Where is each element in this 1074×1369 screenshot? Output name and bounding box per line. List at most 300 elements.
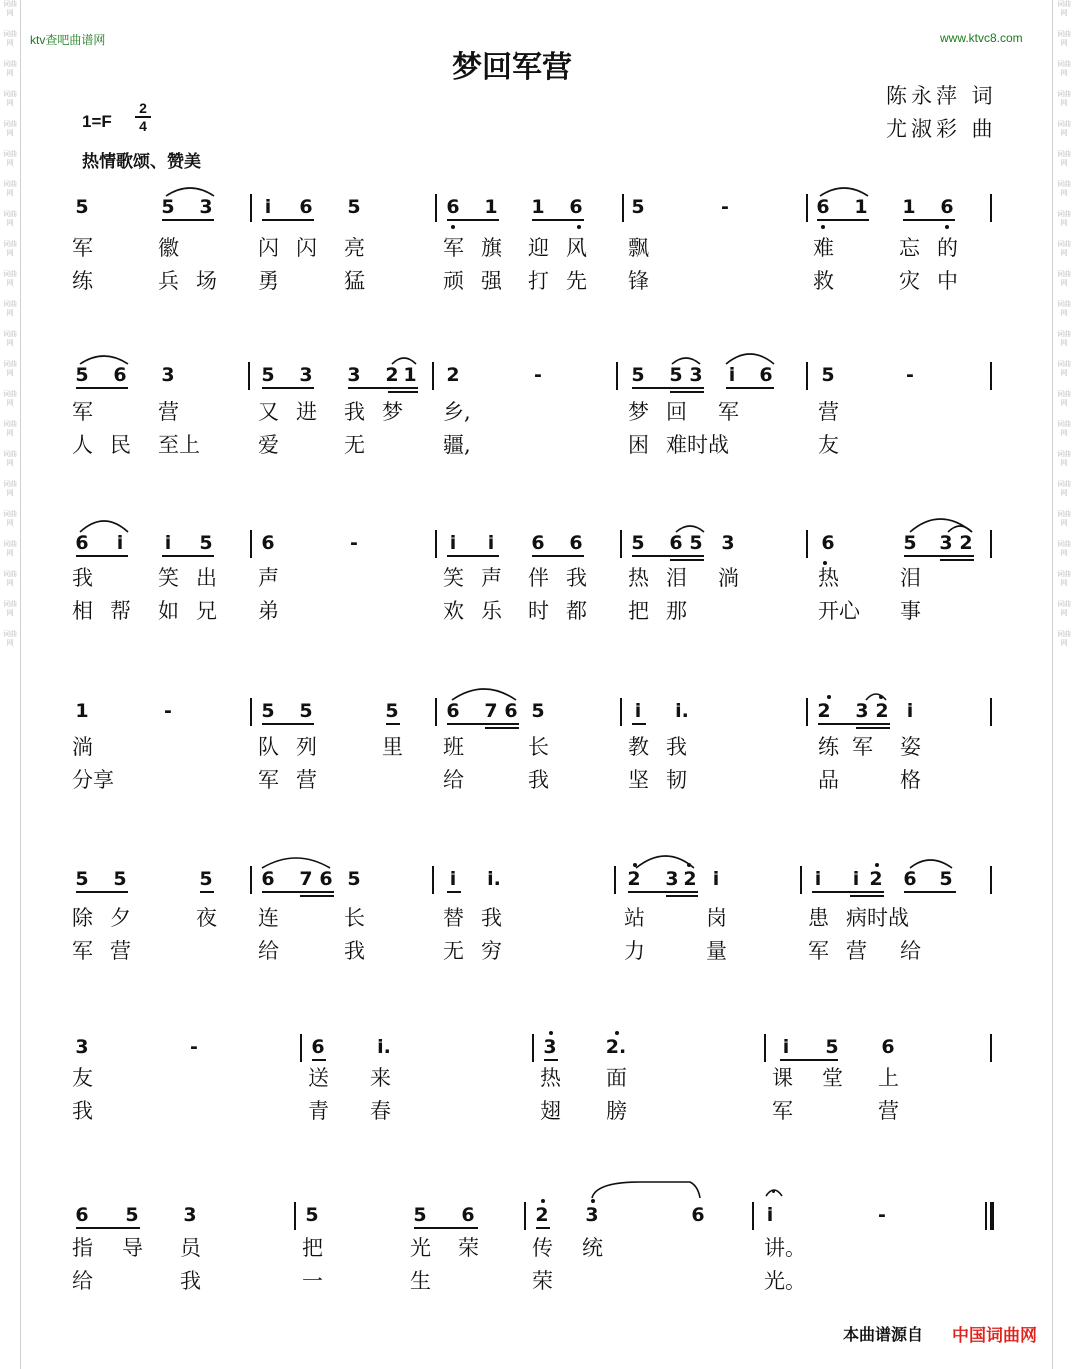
note-digit: 5 [631, 532, 645, 554]
lyric-verse-1: 营 [818, 400, 839, 424]
note-digit: - [534, 364, 542, 386]
lyric-verse-1: 泪 [666, 566, 687, 590]
footer-brand: 中国词曲网 [952, 1326, 1037, 1346]
watermark-text: 词曲网 [3, 540, 17, 557]
note-digit: 5 [347, 868, 361, 890]
watermark-text: 词曲网 [3, 330, 17, 347]
lyric-verse-1: 上 [878, 1066, 899, 1090]
lyric-verse-1: 的 [937, 236, 958, 260]
lyric-verse-2: 都 [566, 599, 587, 623]
lyric-verse-2: 中 [937, 269, 958, 293]
lyric-verse-1: 泪 [900, 566, 921, 590]
watermark-text: 词曲网 [3, 240, 17, 257]
watermark-text: 词曲网 [3, 480, 17, 497]
watermark-text: 词曲网 [3, 360, 17, 377]
lyric-verse-1: 我 [344, 400, 365, 424]
lyric-verse-1: 把 [302, 1236, 323, 1260]
watermark-text: 词曲网 [1057, 330, 1071, 347]
lyric-verse-1: 旗 [481, 236, 502, 260]
note-digit: i [906, 700, 914, 722]
lyric-verse-1: 闪 [296, 236, 317, 260]
note-digit: - [350, 532, 358, 554]
note-digit: i [852, 868, 860, 890]
note-digit: 3 [543, 1036, 557, 1058]
lyric-verse-2: 军 [72, 939, 93, 963]
note-digit: i [814, 868, 822, 890]
note-digit: 6 [75, 532, 89, 554]
lyric-verse-1: 淌 [72, 735, 93, 759]
lyric-verse-1: 梦 [382, 400, 403, 424]
note-digit: 6 [759, 364, 773, 386]
watermark-text: 词曲网 [1057, 390, 1071, 407]
watermark-text: 词曲网 [3, 570, 17, 587]
lyric-verse-2: 困 [628, 433, 649, 457]
note-digit: 6 [461, 1204, 475, 1226]
note-digit: 5 [821, 364, 835, 386]
note-digit: 3 [855, 700, 869, 722]
lyric-verse-1: 列 [296, 735, 317, 759]
watermark-text: 词曲网 [3, 90, 17, 107]
note-digit: 3 [199, 196, 213, 218]
note-digit: 2 [683, 868, 697, 890]
lyric-verse-1: 来 [370, 1066, 391, 1090]
note-digit: 2. [605, 1036, 627, 1058]
note-digit: i [487, 532, 495, 554]
lyric-verse-1: 亮 [344, 236, 365, 260]
lyric-verse-1: 又 [258, 400, 279, 424]
lyric-verse-1: 统 [582, 1236, 603, 1260]
lyric-verse-2: 欢 [443, 599, 464, 623]
watermark-text: 词曲网 [3, 0, 17, 17]
watermark-text: 词曲网 [3, 270, 17, 287]
lyric-verse-1: 乡, [443, 400, 471, 424]
lyric-verse-2: 兵 [158, 269, 179, 293]
note-digit: 3 [299, 364, 313, 386]
note-digit: - [190, 1036, 198, 1058]
footer-source-label: 本曲谱源自 [843, 1325, 924, 1344]
note-digit: i [634, 700, 642, 722]
lyric-verse-2: 顽 [443, 269, 464, 293]
lyric-verse-2: 穷 [481, 939, 502, 963]
note-digit: 2 [817, 700, 831, 722]
note-digit: 5 [261, 364, 275, 386]
lyric-verse-2: 力 [624, 939, 645, 963]
lyric-verse-2: 强 [481, 269, 502, 293]
note-digit: 6 [319, 868, 333, 890]
note-digit: 1 [854, 196, 868, 218]
note-digit: i [449, 868, 457, 890]
lyric-verse-2: 相 [72, 599, 93, 623]
note-digit: 5 [113, 868, 127, 890]
lyric-verse-2: 军 [808, 939, 829, 963]
lyric-verse-2: 帮 [110, 599, 131, 623]
lyric-verse-2: 无 [344, 433, 365, 457]
watermark-text: 词曲网 [3, 210, 17, 227]
note-digit: 2 [875, 700, 889, 722]
note-digit: 5 [75, 868, 89, 890]
note-digit: - [164, 700, 172, 722]
note-digit: 7 [484, 700, 498, 722]
lyric-verse-1: 员 [180, 1236, 201, 1260]
lyric-verse-1: 队 [258, 735, 279, 759]
note-digit: 2 [627, 868, 641, 890]
lyric-verse-2: 给 [443, 768, 464, 792]
lyric-verse-2: 先 [566, 269, 587, 293]
lyric-verse-2: 疆, [443, 433, 471, 457]
lyric-verse-1: 我 [72, 566, 93, 590]
note-digit: 6 [299, 196, 313, 218]
lyric-verse-1: 进 [296, 400, 317, 424]
watermark-text: 词曲网 [3, 390, 17, 407]
note-digit: i [449, 532, 457, 554]
lyric-verse-2: 如 [158, 599, 179, 623]
lyric-verse-2: 坚 [628, 768, 649, 792]
note-digit: 3 [721, 532, 735, 554]
lyric-verse-2: 事 [900, 599, 921, 623]
lyric-verse-2: 给 [900, 939, 921, 963]
lyric-verse-2: 给 [72, 1269, 93, 1293]
lyric-verse-2: 格 [900, 768, 921, 792]
lyric-verse-1: 我 [666, 735, 687, 759]
note-digit: 5 [631, 196, 645, 218]
note-digit: 1 [902, 196, 916, 218]
note-digit: 3 [183, 1204, 197, 1226]
lyric-verse-2: 勇 [258, 269, 279, 293]
tempo-mood-marking: 热情歌颂、赞美 [82, 152, 201, 172]
lyric-verse-2: 荣 [532, 1269, 553, 1293]
note-digit: 6 [569, 196, 583, 218]
lyric-verse-2: 练 [72, 269, 93, 293]
note-digit: 6 [531, 532, 545, 554]
composer-credit: 尤淑彩 曲 [886, 117, 997, 141]
lyric-verse-1: 长 [528, 735, 549, 759]
lyric-verse-2: 青 [308, 1099, 329, 1123]
lyric-verse-1: 夕 [110, 906, 131, 930]
note-digit: 3 [939, 532, 953, 554]
watermark-text: 词曲网 [1057, 540, 1071, 557]
lyric-verse-2: 至上 [158, 433, 200, 457]
note-digit: i. [377, 1036, 391, 1058]
lyric-verse-1: 面 [606, 1066, 627, 1090]
watermark-text: 词曲网 [3, 120, 17, 137]
lyric-verse-1: 忘 [899, 236, 920, 260]
watermark-text: 词曲网 [3, 630, 17, 647]
lyric-verse-2: 我 [72, 1099, 93, 1123]
note-digit: 6 [691, 1204, 705, 1226]
note-digit: 6 [569, 532, 583, 554]
lyric-verse-2: 开心 [818, 599, 860, 623]
note-digit: 6 [821, 532, 835, 554]
note-digit: 6 [113, 364, 127, 386]
note-digit: 2 [535, 1204, 549, 1226]
site-url-right: www.ktvc8.com [940, 31, 1023, 45]
note-digit: 1 [403, 364, 417, 386]
lyric-verse-1: 闪 [258, 236, 279, 260]
lyric-verse-2: 人 [72, 433, 93, 457]
lyric-verse-2: 营 [846, 939, 867, 963]
watermark-text: 词曲网 [1057, 90, 1071, 107]
lyric-verse-2: 乐 [481, 599, 502, 623]
lyric-verse-2: 灾 [899, 269, 920, 293]
note-digit: 5 [299, 700, 313, 722]
watermark-text: 词曲网 [3, 300, 17, 317]
note-digit: 6 [446, 196, 460, 218]
watermark-text: 词曲网 [1057, 300, 1071, 317]
watermark-text: 词曲网 [3, 150, 17, 167]
lyric-verse-1: 除 [72, 906, 93, 930]
lyric-verse-1: 迎 [528, 236, 549, 260]
lyric-verse-1: 病时战 [846, 906, 909, 930]
watermark-text: 词曲网 [1057, 240, 1071, 257]
note-digit: 3 [161, 364, 175, 386]
lyric-verse-1: 里 [382, 735, 403, 759]
song-title: 梦回军营 [452, 50, 572, 85]
note-digit: 5 [413, 1204, 427, 1226]
watermark-text: 词曲网 [3, 420, 17, 437]
note-digit: 6 [881, 1036, 895, 1058]
watermark-text: 词曲网 [1057, 570, 1071, 587]
note-digit: 5 [75, 196, 89, 218]
lyric-verse-2: 营 [878, 1099, 899, 1123]
lyric-verse-2: 军 [258, 768, 279, 792]
lyric-verse-2: 我 [180, 1269, 201, 1293]
note-digit: i. [487, 868, 501, 890]
lyric-verse-2: 营 [110, 939, 131, 963]
note-digit: 5 [199, 532, 213, 554]
watermark-text: 词曲网 [1057, 510, 1071, 527]
lyric-verse-2: 弟 [258, 599, 279, 623]
lyric-verse-2: 把 [628, 599, 649, 623]
note-digit: 5 [261, 700, 275, 722]
lyric-verse-1: 连 [258, 906, 279, 930]
note-digit: 5 [939, 868, 953, 890]
watermark-text: 词曲网 [3, 180, 17, 197]
lyric-verse-1: 光 [410, 1236, 431, 1260]
watermark-text: 词曲网 [1057, 30, 1071, 47]
note-digit: 5 [531, 700, 545, 722]
lyric-verse-2: 兄 [196, 599, 217, 623]
lyric-verse-1: 我 [481, 906, 502, 930]
lyric-verse-2: 爱 [258, 433, 279, 457]
lyric-verse-1: 传 [532, 1236, 553, 1260]
note-digit: 3 [347, 364, 361, 386]
lyric-verse-1: 声 [481, 566, 502, 590]
lyric-verse-2: 量 [706, 939, 727, 963]
lyric-verse-2: 民 [110, 433, 131, 457]
lyric-verse-1: 堂 [822, 1066, 843, 1090]
lyric-verse-2: 给 [258, 939, 279, 963]
lyric-verse-1: 岗 [706, 906, 727, 930]
note-digit: 1 [75, 700, 89, 722]
note-digit: 6 [261, 532, 275, 554]
note-digit: 1 [531, 196, 545, 218]
note-digit: i [264, 196, 272, 218]
lyric-verse-2: 翅 [540, 1099, 561, 1123]
lyric-verse-1: 长 [344, 906, 365, 930]
lyric-verse-1: 出 [196, 566, 217, 590]
watermark-text: 词曲网 [1057, 60, 1071, 77]
note-digit: 6 [446, 700, 460, 722]
lyric-verse-2: 救 [813, 269, 834, 293]
note-digit: 6 [903, 868, 917, 890]
lyric-verse-1: 淌 [718, 566, 739, 590]
note-digit: 2 [385, 364, 399, 386]
lyric-verse-2: 我 [344, 939, 365, 963]
lyric-verse-2: 难时战 [666, 433, 729, 457]
lyric-verse-1: 军 [72, 400, 93, 424]
lyric-verse-1: 军 [72, 236, 93, 260]
note-digit: 5 [631, 364, 645, 386]
note-digit: 6 [940, 196, 954, 218]
note-digit: 1 [484, 196, 498, 218]
lyric-verse-1: 军 [443, 236, 464, 260]
watermark-text: 词曲网 [1057, 270, 1071, 287]
lyric-verse-1: 伴 [528, 566, 549, 590]
lyric-verse-1: 站 [624, 906, 645, 930]
lyric-verse-1: 热 [628, 566, 649, 590]
lyric-verse-2: 猛 [344, 269, 365, 293]
note-digit: 5 [903, 532, 917, 554]
lyric-verse-1: 营 [158, 400, 179, 424]
note-digit: 5 [825, 1036, 839, 1058]
lyric-verse-1: 热 [540, 1066, 561, 1090]
lyric-verse-2: 无 [443, 939, 464, 963]
note-digit: 5 [199, 868, 213, 890]
lyric-verse-2: 时 [528, 599, 549, 623]
lyric-verse-1: 难 [813, 236, 834, 260]
watermark-text: 词曲网 [1057, 420, 1071, 437]
lyric-verse-2: 光。 [764, 1269, 806, 1293]
watermark-text: 词曲网 [1057, 120, 1071, 137]
lyric-verse-2: 锋 [628, 269, 649, 293]
lyric-verse-2: 一 [302, 1269, 323, 1293]
note-digit: 2 [446, 364, 460, 386]
key-signature: 1=F [82, 112, 112, 131]
lyric-verse-1: 军 [718, 400, 739, 424]
lyric-verse-2: 军 [772, 1099, 793, 1123]
lyric-verse-1: 风 [566, 236, 587, 260]
note-digit: 3 [75, 1036, 89, 1058]
watermark-text: 词曲网 [1057, 600, 1071, 617]
watermark-text: 词曲网 [3, 60, 17, 77]
note-digit: 7 [299, 868, 313, 890]
lyric-verse-2: 营 [296, 768, 317, 792]
note-digit: 6 [816, 196, 830, 218]
watermark-text: 词曲网 [1057, 630, 1071, 647]
lyric-verse-2: 我 [528, 768, 549, 792]
note-digit: - [878, 1204, 886, 1226]
note-digit: 5 [305, 1204, 319, 1226]
note-digit: 5 [161, 196, 175, 218]
watermark-text: 词曲网 [3, 600, 17, 617]
watermark-text: 词曲网 [1057, 210, 1071, 227]
lyric-verse-2: 友 [818, 433, 839, 457]
note-digit: 6 [261, 868, 275, 890]
lyric-verse-1: 梦 [628, 400, 649, 424]
watermark-text: 词曲网 [1057, 480, 1071, 497]
lyric-verse-1: 指 [72, 1236, 93, 1260]
note-digit: 3 [689, 364, 703, 386]
note-digit: 6 [311, 1036, 325, 1058]
note-digit: 5 [689, 532, 703, 554]
note-digit: i [728, 364, 736, 386]
note-digit: 2 [959, 532, 973, 554]
lyric-verse-1: 飘 [628, 236, 649, 260]
note-digit: - [721, 196, 729, 218]
note-digit: 3 [665, 868, 679, 890]
fermata-dot [772, 1190, 775, 1193]
lyric-verse-1: 热 [818, 566, 839, 590]
lyric-verse-2: 场 [196, 269, 217, 293]
site-name-left: ktv查吧曲谱网 [30, 33, 106, 47]
note-digit: i. [675, 700, 689, 722]
lyric-verse-1: 送 [308, 1066, 329, 1090]
lyric-verse-1: 友 [72, 1066, 93, 1090]
lyric-verse-1: 军 [852, 735, 873, 759]
note-digit: - [906, 364, 914, 386]
watermark-text: 词曲网 [3, 450, 17, 467]
note-digit: 2 [869, 868, 883, 890]
note-digit: 5 [385, 700, 399, 722]
lyric-verse-1: 练 [818, 735, 839, 759]
lyric-verse-2: 生 [410, 1269, 431, 1293]
lyric-verse-2: 春 [370, 1099, 391, 1123]
note-digit: 6 [669, 532, 683, 554]
lyric-verse-1: 患 [808, 906, 829, 930]
time-signature-top: 2 [139, 100, 147, 116]
lyric-verse-1: 课 [772, 1066, 793, 1090]
watermark-text: 词曲网 [1057, 180, 1071, 197]
lyric-verse-1: 我 [566, 566, 587, 590]
note-digit: 5 [75, 364, 89, 386]
watermark-text: 词曲网 [1057, 150, 1071, 167]
lyric-verse-1: 替 [443, 906, 464, 930]
lyric-verse-1: 姿 [900, 735, 921, 759]
watermark-text: 词曲网 [1057, 0, 1071, 17]
lyric-verse-1: 夜 [196, 906, 217, 930]
lyric-verse-2: 品 [818, 768, 839, 792]
lyric-verse-2: 那 [666, 599, 687, 623]
lyric-verse-1: 教 [628, 735, 649, 759]
lyric-verse-1: 班 [443, 735, 464, 759]
note-digit: 5 [125, 1204, 139, 1226]
note-digit: 3 [585, 1204, 599, 1226]
lyric-verse-2: 膀 [606, 1099, 627, 1123]
lyric-verse-1: 回 [666, 400, 687, 424]
watermark-text: 词曲网 [3, 30, 17, 47]
time-signature-bottom: 4 [139, 118, 147, 134]
lyric-verse-2: 韧 [666, 768, 687, 792]
note-digit: i [712, 868, 720, 890]
note-digit: i [766, 1204, 774, 1226]
note-digit: i [164, 532, 172, 554]
lyric-verse-2: 分享 [72, 768, 114, 792]
watermark-text: 词曲网 [3, 510, 17, 527]
lyric-verse-1: 徽 [158, 236, 179, 260]
lyric-verse-1: 笑 [158, 566, 179, 590]
note-digit: i [116, 532, 124, 554]
lyric-verse-1: 讲。 [764, 1236, 806, 1260]
note-digit: 5 [669, 364, 683, 386]
note-digit: i [782, 1036, 790, 1058]
lyric-verse-2: 打 [528, 269, 549, 293]
lyric-verse-1: 声 [258, 566, 279, 590]
lyric-verse-1: 笑 [443, 566, 464, 590]
lyric-verse-1: 荣 [458, 1236, 479, 1260]
note-digit: 6 [504, 700, 518, 722]
note-digit: 6 [75, 1204, 89, 1226]
note-digit: 5 [347, 196, 361, 218]
